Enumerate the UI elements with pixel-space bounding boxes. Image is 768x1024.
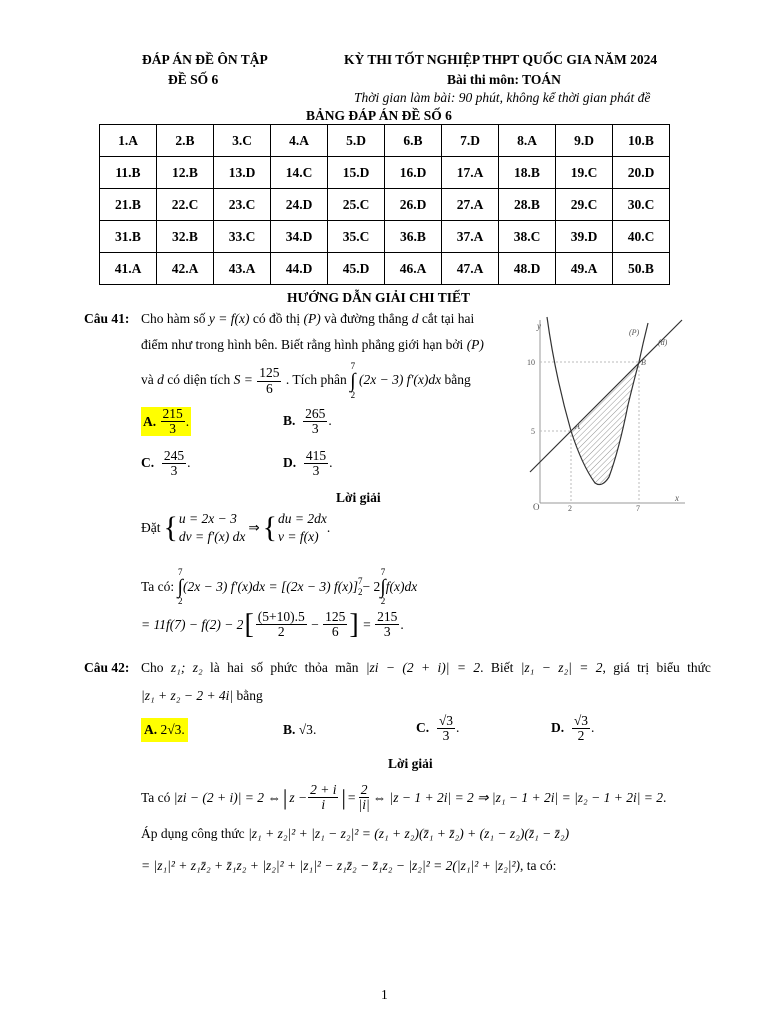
answer-cell: 46.A	[385, 253, 442, 285]
text: Cho hàm số	[141, 311, 206, 326]
math: S =	[233, 372, 253, 388]
math: ⇔ |z − 1 + 2i| = 2 ⇒ |z₁ − 1 + 2i| = |z₂ − 1 + 2i| = 2	[372, 789, 664, 805]
label: C.	[416, 719, 430, 735]
answer-cell: 39.D	[556, 221, 613, 253]
math: f(x)dx	[385, 579, 418, 594]
header-exam-name: KỲ THI TỐT NGHIỆP THPT QUỐC GIA NĂM 2024	[344, 52, 658, 67]
q41-label: Câu 41:	[84, 311, 130, 326]
answer-cell: 13.D	[214, 157, 271, 189]
den: 3	[311, 421, 319, 437]
answer-cell: 47.A	[442, 253, 499, 285]
math: v = f(x)	[278, 529, 319, 545]
answer-cell: 45.D	[328, 253, 385, 285]
int-sign: ∫	[350, 370, 356, 392]
highlight: A. 2√3.	[141, 718, 188, 742]
header-exam-number: ĐỀ SỐ 6	[168, 72, 219, 87]
text: có đồ thị	[252, 311, 301, 326]
num: 125	[259, 365, 280, 381]
math: (P)	[303, 311, 321, 326]
point-b-label: B	[641, 358, 646, 367]
num: √3	[438, 713, 454, 728]
answer-cell: 3.C	[214, 125, 271, 157]
fraction	[304, 449, 328, 478]
answer-cell: 37.A	[442, 221, 499, 253]
brace: {	[262, 511, 278, 545]
den: 3	[170, 463, 178, 479]
text: Đặt	[141, 520, 161, 536]
answer-cell: 20.D	[613, 157, 670, 189]
label: A.	[144, 722, 158, 737]
fraction	[356, 783, 371, 812]
origin-label: O	[533, 502, 540, 512]
q42-option-a[interactable]	[141, 718, 188, 742]
den: i	[321, 797, 326, 813]
answer-row	[100, 125, 670, 157]
hatched-region	[571, 362, 639, 485]
tick-x2: 2	[568, 504, 572, 513]
y-axis-label: y	[537, 321, 541, 331]
num: 2	[360, 782, 368, 797]
answer-row	[100, 253, 670, 285]
q41-option-d[interactable]: D. $\frac{415}{3}$ .	[283, 448, 333, 479]
answer-cell: 6.B	[385, 125, 442, 157]
header-subject: Bài thi môn: TOÁN	[447, 72, 561, 87]
tick-y10: 10	[527, 358, 535, 367]
q41-option-c[interactable]: C. $\frac{245}{3}$ .	[141, 448, 191, 479]
label: D.	[551, 719, 565, 735]
label: D.	[283, 454, 297, 470]
den: 3	[312, 463, 320, 479]
int-top: 7	[350, 361, 356, 371]
q42-sol-line3	[141, 858, 556, 874]
label-p: (P)	[629, 328, 640, 337]
math: |z₁ − z₂| = 2	[520, 660, 603, 675]
implies: ⇒	[248, 520, 260, 536]
q41-solution-title: Lời giải	[336, 490, 381, 505]
q41-line1	[141, 311, 474, 327]
answer-cell: 14.C	[271, 157, 328, 189]
fraction	[308, 783, 338, 812]
int-top: 7	[178, 567, 183, 577]
q41-sol-parts	[141, 568, 417, 606]
num: 215	[377, 609, 398, 624]
text: là hai số phức thỏa mãn	[210, 660, 359, 675]
brace: {	[163, 511, 178, 545]
math: du = 2dx	[278, 511, 327, 526]
answer-cell: 18.B	[499, 157, 556, 189]
fraction	[257, 366, 281, 395]
q41-option-b[interactable]: B. $\frac{265}{3}$ .	[283, 406, 332, 437]
q41-option-a[interactable]	[141, 407, 191, 436]
value: √3	[298, 722, 313, 737]
system	[179, 510, 245, 546]
answer-cell: 31.B	[100, 221, 157, 253]
answer-cell: 9.D	[556, 125, 613, 157]
text: cắt tại hai	[421, 311, 475, 326]
answer-cell: 40.C	[613, 221, 670, 253]
q41-line3	[141, 362, 471, 400]
section-title: HƯỚNG DẪN GIẢI CHI TIẾT	[287, 290, 471, 305]
answer-cell: 23.C	[214, 189, 271, 221]
math: |z₁ + z₂|² + |z₁ − z₂|² = (z₁ + z₂)(z̄₁ + z̄₂) + (z₁ − z₂)(z̄₁ − z̄₂)	[248, 826, 570, 841]
tick-y5: 5	[531, 427, 535, 436]
answer-cell: 26.D	[385, 189, 442, 221]
answer-cell: 2.B	[157, 125, 214, 157]
label: A.	[143, 413, 157, 429]
highlight: A. $\frac{215}{3}$ .	[143, 406, 190, 437]
answer-row	[100, 189, 670, 221]
den: |i|	[358, 797, 370, 813]
answer-cell: 27.A	[442, 189, 499, 221]
int-bot: 2	[350, 390, 356, 400]
fraction	[303, 407, 327, 436]
math: (2x − 3) f′(x)dx	[358, 372, 442, 388]
math: u = 2x − 3	[178, 511, 237, 526]
fraction	[161, 407, 185, 436]
tick-x7: 7	[636, 504, 640, 513]
answer-cell: 24.D	[271, 189, 328, 221]
text: , ta có:	[520, 858, 557, 873]
q42-option-b[interactable]: B. √3.	[283, 722, 317, 737]
answer-cell: 5.D	[328, 125, 385, 157]
math: (P)	[466, 337, 484, 352]
num: 245	[163, 448, 185, 463]
answer-cell: 17.A	[442, 157, 499, 189]
den: 3	[442, 728, 450, 744]
text: bằng	[444, 372, 471, 388]
fraction	[256, 610, 307, 639]
answer-cell: 19.C	[556, 157, 613, 189]
q42-option-c[interactable]: C. $\frac{√3}{3}$ .	[416, 713, 460, 744]
num: 125	[325, 609, 346, 624]
math: dv = f′(x) dx	[178, 529, 246, 545]
text: bằng	[236, 688, 263, 703]
answer-cell: 11.B	[100, 157, 157, 189]
answer-cell: 29.C	[556, 189, 613, 221]
answer-cell: 21.B	[100, 189, 157, 221]
num: √3	[573, 713, 589, 728]
math: = 11f(7) − f(2) − 2	[141, 616, 244, 632]
q41-sol-result: = 11f(7) − f(2) − 2 [ $\frac{(5+10).5}{2}$ − $\frac{125}{6}$ ] = $\frac{215}{3}$ .	[141, 608, 404, 640]
int-bot: 2	[178, 596, 183, 606]
answer-cell: 16.D	[385, 157, 442, 189]
text: , giá trị biểu thức	[602, 660, 711, 675]
text: . Tích phân	[285, 372, 347, 388]
q42-sol-line2	[141, 826, 569, 842]
answer-cell: 32.B	[157, 221, 214, 253]
answer-cell: 22.C	[157, 189, 214, 221]
math: d	[411, 311, 419, 326]
answer-cell: 35.C	[328, 221, 385, 253]
q42-sol-line1: Ta có |zi − (2 + i)| = 2 ⇔ | z − $\frac{2 + i}{i}$ | = $\frac{2}{|i|}$ ⇔ |z − 1 + 2i| = 2 ⇒ |z₁ − 1 + 2i| = |z₂ − 1 + 2i| = 2 .	[141, 782, 667, 813]
integral	[350, 362, 355, 400]
answer-cell: 25.C	[328, 189, 385, 221]
q42-solution-title: Lời giải	[388, 756, 433, 771]
answer-cell: 10.B	[613, 125, 670, 157]
answer-row	[100, 157, 670, 189]
math: |z₁ + z₂ − 2 + 4i|	[141, 688, 234, 703]
header-time-note: Thời gian làm bài: 90 phút, không kể thời gian phát đề	[354, 90, 651, 105]
num: 215	[162, 406, 183, 421]
answer-cell: 42.A	[157, 253, 214, 285]
text: . Biết	[480, 660, 514, 675]
answer-cell: 1.A	[100, 125, 157, 157]
int-bot: 2	[380, 596, 386, 606]
q42-line2	[141, 688, 263, 704]
answer-cell: 44.D	[271, 253, 328, 285]
fraction	[572, 714, 590, 743]
math: − 2	[362, 579, 381, 594]
text: Ta có:	[141, 579, 175, 594]
q42-label: Câu 42:	[84, 660, 130, 675]
int-sign: ∫	[177, 576, 184, 598]
math: y = f(x)	[208, 311, 250, 326]
text: Áp dụng công thức	[141, 826, 245, 841]
answer-cell: 30.C	[613, 189, 670, 221]
q41-sol-substitution: Đặt { u = 2x − 3 dv = f′(x) dx ⇒ { du = 2dx v = f(x) .	[141, 510, 330, 546]
text: và	[141, 372, 154, 388]
x-axis-label: x	[675, 493, 679, 503]
lower: 2	[358, 587, 363, 597]
answer-cell: 12.B	[157, 157, 214, 189]
bracket: ]	[349, 608, 359, 640]
math: =	[347, 789, 356, 805]
abs-bar: |	[341, 784, 346, 810]
answer-cell: 15.D	[328, 157, 385, 189]
math: |zi − (2 + i)| = 2	[365, 660, 481, 675]
label: C.	[141, 454, 155, 470]
math: (2x − 3) f′(x)dx = [(2x − 3) f(x)]	[183, 579, 358, 594]
minus: −	[307, 616, 323, 632]
num: 415	[305, 448, 327, 463]
answer-cell: 50.B	[613, 253, 670, 285]
q42-option-d[interactable]: D. $\frac{√3}{2}$ .	[551, 713, 595, 744]
answer-cell: 48.D	[499, 253, 556, 285]
label: B.	[283, 412, 296, 428]
header-exam-answer-title: ĐÁP ÁN ĐỀ ÔN TẬP	[142, 52, 268, 67]
answer-cell: 8.A	[499, 125, 556, 157]
text: Cho	[141, 660, 164, 675]
answer-row	[100, 221, 670, 253]
value: 2√3	[160, 722, 182, 737]
text: Ta có	[141, 789, 171, 805]
num: 2 + i	[310, 782, 337, 797]
answer-cell: 41.A	[100, 253, 157, 285]
fraction	[323, 610, 347, 639]
fraction	[375, 610, 399, 639]
upper: 7	[358, 576, 363, 587]
den: 2	[277, 624, 285, 640]
label-d: (d)	[658, 338, 668, 347]
den: 3	[383, 624, 391, 640]
int-sign: ∫	[380, 576, 386, 598]
math: d	[157, 372, 164, 388]
q42-line1	[141, 660, 711, 676]
math: = |z₁|² + z₁z̄₂ + z̄₁z₂ + |z₂|² + |z₁|² − z₁z̄₂ − z̄₁z₂ − |z₂|² = 2(|z₁|² + |z₂|²)	[141, 858, 521, 873]
fraction	[437, 714, 455, 743]
text: và đường thẳng	[324, 311, 409, 326]
answer-cell: 36.B	[385, 221, 442, 253]
text: có diện tích	[167, 372, 231, 388]
answer-cell: 33.C	[214, 221, 271, 253]
answer-cell: 4.A	[271, 125, 328, 157]
text: điểm như trong hình bên. Biết rằng hình phẳng giới hạn bởi	[141, 337, 464, 352]
system	[278, 510, 327, 546]
answer-cell: 38.C	[499, 221, 556, 253]
q41-graph	[525, 315, 690, 515]
math: |zi − (2 + i)| = 2 ⇔	[173, 789, 281, 805]
den: 2	[577, 728, 585, 744]
den: 6	[331, 624, 339, 640]
fraction	[162, 449, 186, 478]
bracket: [	[244, 608, 254, 640]
abs-bar: |	[282, 784, 288, 810]
int-top: 7	[380, 567, 386, 577]
num: 265	[305, 406, 326, 421]
point-a-label: A	[575, 422, 580, 431]
label: B.	[283, 722, 296, 737]
answer-table-title: BẢNG ĐÁP ÁN ĐỀ SỐ 6	[306, 108, 452, 123]
math: z −	[289, 789, 308, 805]
math: z₁; z₂	[170, 660, 203, 675]
den: 6	[265, 380, 273, 396]
answer-cell: 34.D	[271, 221, 328, 253]
answer-cell: 49.A	[556, 253, 613, 285]
answer-table	[99, 124, 670, 285]
answer-cell: 28.B	[499, 189, 556, 221]
den: 3	[169, 421, 176, 437]
q41-line2	[141, 337, 484, 353]
answer-cell: 7.D	[442, 125, 499, 157]
answer-cell: 43.A	[214, 253, 271, 285]
num: (5+10).5	[257, 609, 305, 624]
equals: =	[359, 616, 375, 632]
page-number: 1	[381, 987, 388, 1002]
